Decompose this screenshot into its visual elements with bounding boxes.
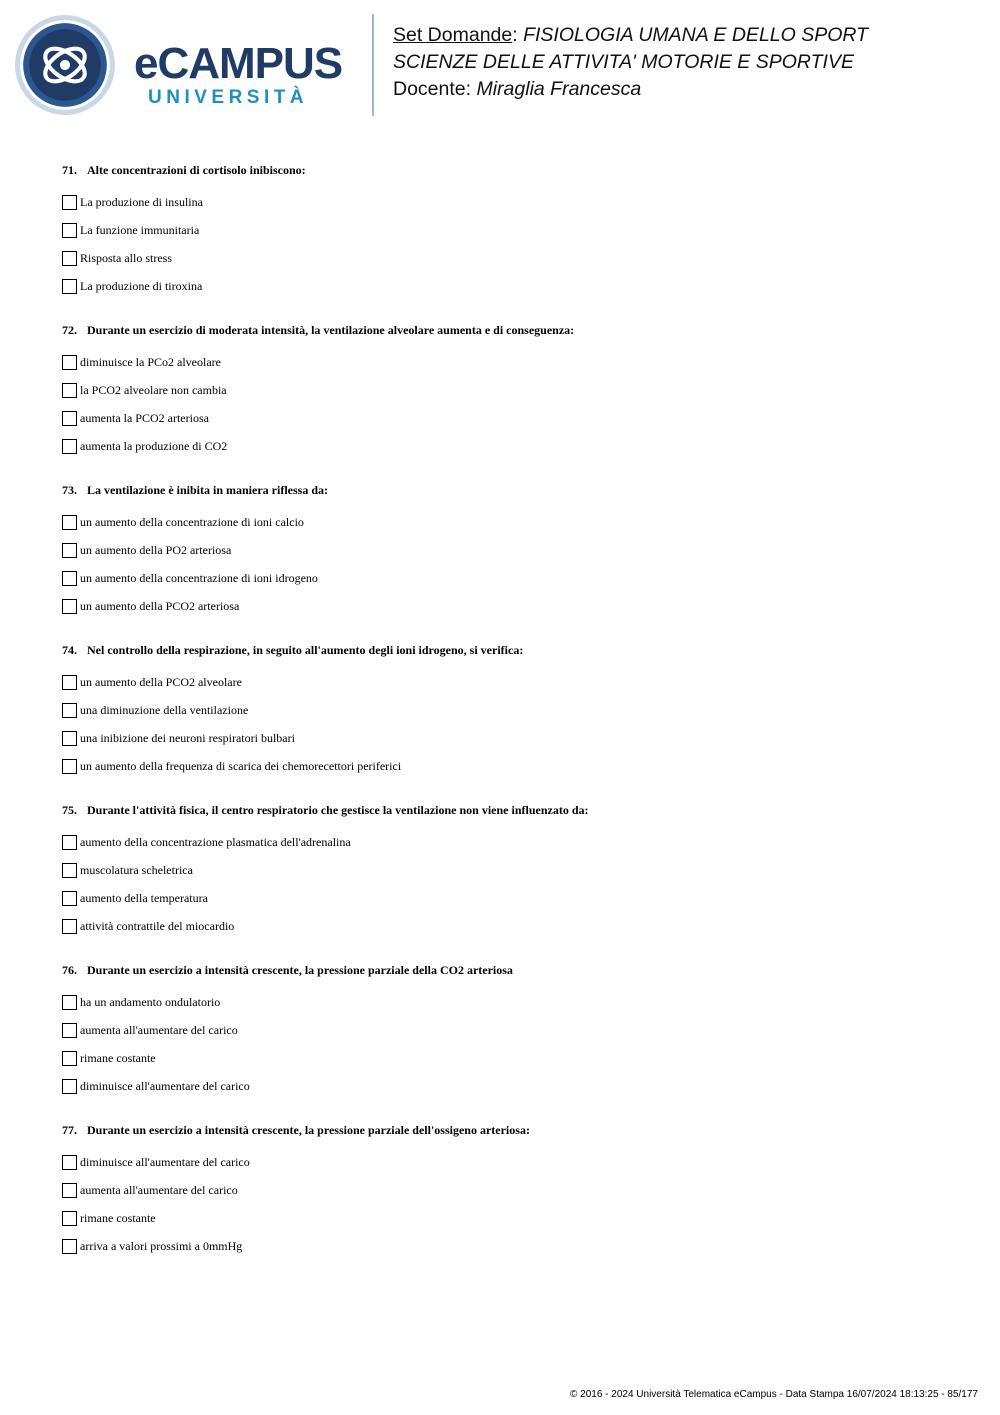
- answer-option[interactable]: [62, 404, 962, 432]
- question-title: [62, 482, 962, 498]
- answer-label: un aumento della PCO2 alveolare: [80, 674, 242, 689]
- answer-option[interactable]: [62, 1232, 962, 1260]
- answer-label: rimane costante: [80, 1050, 156, 1065]
- answer-checkbox[interactable]: [62, 515, 77, 530]
- page-footer: © 2016 - 2024 Università Telematica eCampus - Data Stampa 16/07/2024 18:13:25 - 85/177: [570, 1389, 978, 1400]
- question-block: [62, 802, 962, 940]
- question-block: [62, 1122, 962, 1260]
- set-line: Set Domande: FISIOLOGIA UMANA E DELLO SPORT: [393, 24, 869, 46]
- answer-checkbox[interactable]: [62, 383, 77, 398]
- answer-label: diminuisce all'aumentare del carico: [80, 1154, 250, 1169]
- answer-label: aumento della temperatura: [80, 890, 208, 905]
- answer-option[interactable]: [62, 1148, 962, 1176]
- answer-checkbox[interactable]: [62, 223, 77, 238]
- question-number: 75.: [62, 803, 77, 817]
- question-block: [62, 642, 962, 780]
- answer-option[interactable]: [62, 592, 962, 620]
- question-number: 73.: [62, 483, 77, 497]
- answer-option[interactable]: [62, 1016, 962, 1044]
- answer-option[interactable]: [62, 536, 962, 564]
- answer-option[interactable]: [62, 884, 962, 912]
- answer-option[interactable]: [62, 272, 962, 300]
- answer-checkbox[interactable]: [62, 759, 77, 774]
- answer-label: La funzione immunitaria: [80, 222, 200, 237]
- answer-label: aumenta la produzione di CO2: [80, 438, 228, 453]
- answer-checkbox[interactable]: [62, 731, 77, 746]
- answer-checkbox[interactable]: [62, 995, 77, 1010]
- answer-option[interactable]: [62, 1044, 962, 1072]
- answer-checkbox[interactable]: [62, 411, 77, 426]
- answer-checkbox[interactable]: [62, 1023, 77, 1038]
- answer-label: un aumento della concentrazione di ioni calcio: [80, 514, 304, 529]
- answer-label: un aumento della concentrazione di ioni idrogeno: [80, 570, 318, 585]
- teacher-label: Docente: [393, 78, 466, 100]
- answer-option[interactable]: [62, 564, 962, 592]
- answer-label: diminuisce la PCo2 alveolare: [80, 354, 221, 369]
- answer-label: aumenta all'aumentare del carico: [80, 1022, 238, 1037]
- question-number: 74.: [62, 643, 77, 657]
- question-number: 71.: [62, 163, 77, 177]
- answer-checkbox[interactable]: [62, 543, 77, 558]
- logo-brand: eCAMPUS: [134, 39, 343, 88]
- answer-option[interactable]: [62, 376, 962, 404]
- answer-checkbox[interactable]: [62, 251, 77, 266]
- question-text: Durante un esercizio a intensità crescente, la pressione parziale dell'ossigeno arteriosa:: [87, 1123, 530, 1137]
- set-label: Set Domande: [393, 24, 513, 46]
- course-info: [393, 22, 868, 103]
- answer-checkbox[interactable]: [62, 279, 77, 294]
- header-divider: [372, 14, 374, 116]
- question-text: Durante l'attività fisica, il centro respiratorio che gestisce la ventilazione non viene influenzato da:: [87, 803, 589, 817]
- answer-label: un aumento della PCO2 arteriosa: [80, 598, 240, 613]
- answer-checkbox[interactable]: [62, 1211, 77, 1226]
- ecampus-seal-icon: [14, 14, 116, 116]
- answer-option[interactable]: [62, 348, 962, 376]
- answer-checkbox[interactable]: [62, 355, 77, 370]
- question-text: Durante un esercizio di moderata intensità, la ventilazione alveolare aumenta e di conseguenza:: [87, 323, 575, 337]
- answer-label: Risposta allo stress: [80, 250, 172, 265]
- course-line: [393, 49, 868, 76]
- answer-label: un aumento della frequenza di scarica dei chemorecettori periferici: [80, 758, 402, 773]
- question-list: [62, 162, 962, 1282]
- answer-option[interactable]: [62, 216, 962, 244]
- answer-checkbox[interactable]: [62, 703, 77, 718]
- answer-label: attività contrattile del miocardio: [80, 918, 235, 933]
- answer-option[interactable]: [62, 668, 962, 696]
- answer-option[interactable]: [62, 696, 962, 724]
- logo-wordmark: [134, 39, 343, 108]
- question-title: [62, 802, 962, 818]
- answer-label: una diminuzione della ventilazione: [80, 702, 249, 717]
- answer-label: aumento della concentrazione plasmatica dell'adrenalina: [80, 834, 351, 849]
- set-title: FISIOLOGIA UMANA E DELLO SPORT: [523, 24, 869, 46]
- answer-checkbox[interactable]: [62, 599, 77, 614]
- question-text: Nel controllo della respirazione, in seguito all'aumento degli ioni idrogeno, si verifica:: [87, 643, 524, 657]
- answer-checkbox[interactable]: [62, 1155, 77, 1170]
- answer-label: la PCO2 alveolare non cambia: [80, 382, 227, 397]
- answer-label: diminuisce all'aumentare del carico: [80, 1078, 250, 1093]
- page-header: [0, 0, 1000, 130]
- question-text: La ventilazione è inibita in maniera riflessa da:: [87, 483, 328, 497]
- answer-label: un aumento della PO2 arteriosa: [80, 542, 232, 557]
- answer-option[interactable]: [62, 912, 962, 940]
- question-title: [62, 162, 962, 178]
- answer-label: aumenta la PCO2 arteriosa: [80, 410, 209, 425]
- answer-option[interactable]: [62, 988, 962, 1016]
- answer-checkbox[interactable]: [62, 891, 77, 906]
- answer-option[interactable]: [62, 856, 962, 884]
- answer-checkbox[interactable]: [62, 195, 77, 210]
- teacher-name: Miraglia Francesca: [476, 78, 642, 100]
- answer-option[interactable]: [62, 1072, 962, 1100]
- question-block: [62, 322, 962, 460]
- question-number: 76.: [62, 963, 77, 977]
- question-title: [62, 1122, 962, 1138]
- answer-checkbox[interactable]: [62, 1183, 77, 1198]
- answer-label: La produzione di tiroxina: [80, 278, 203, 293]
- question-block: [62, 482, 962, 620]
- question-number: 72.: [62, 323, 77, 337]
- question-title: [62, 962, 962, 978]
- answer-label: rimane costante: [80, 1210, 156, 1225]
- answer-checkbox[interactable]: [62, 439, 77, 454]
- teacher-line: Docente: Miraglia Francesca: [393, 78, 642, 100]
- answer-checkbox[interactable]: [62, 1051, 77, 1066]
- question-number: 77.: [62, 1123, 77, 1137]
- answer-checkbox[interactable]: [62, 571, 77, 586]
- question-text: Alte concentrazioni di cortisolo inibiscono:: [87, 163, 306, 177]
- answer-option[interactable]: [62, 828, 962, 856]
- answer-checkbox[interactable]: [62, 919, 77, 934]
- question-block: [62, 162, 962, 300]
- answer-option[interactable]: [62, 188, 962, 216]
- answer-checkbox[interactable]: [62, 675, 77, 690]
- answer-option[interactable]: [62, 244, 962, 272]
- answer-option[interactable]: [62, 1176, 962, 1204]
- course-name: SCIENZE DELLE ATTIVITA' MOTORIE E SPORTIVE: [393, 51, 854, 73]
- question-block: [62, 962, 962, 1100]
- logo-sub: UNIVERSITÀ: [148, 87, 309, 108]
- answer-option[interactable]: [62, 724, 962, 752]
- question-text: Durante un esercizio a intensità crescente, la pressione parziale della CO2 arteriosa: [87, 963, 513, 977]
- answer-option[interactable]: [62, 432, 962, 460]
- answer-label: ha un andamento ondulatorio: [80, 994, 221, 1009]
- answer-label: La produzione di insulina: [80, 194, 203, 209]
- answer-checkbox[interactable]: [62, 835, 77, 850]
- answer-checkbox[interactable]: [62, 863, 77, 878]
- answer-label: muscolatura scheletrica: [80, 862, 193, 877]
- answer-option[interactable]: [62, 752, 962, 780]
- answer-checkbox[interactable]: [62, 1079, 77, 1094]
- answer-option[interactable]: [62, 508, 962, 536]
- answer-label: aumenta all'aumentare del carico: [80, 1182, 238, 1197]
- answer-checkbox[interactable]: [62, 1239, 77, 1254]
- answer-label: una inibizione dei neuroni respiratori bulbari: [80, 730, 295, 745]
- answer-label: arriva a valori prossimi a 0mmHg: [80, 1238, 243, 1253]
- question-title: [62, 642, 962, 658]
- question-title: [62, 322, 962, 338]
- answer-option[interactable]: [62, 1204, 962, 1232]
